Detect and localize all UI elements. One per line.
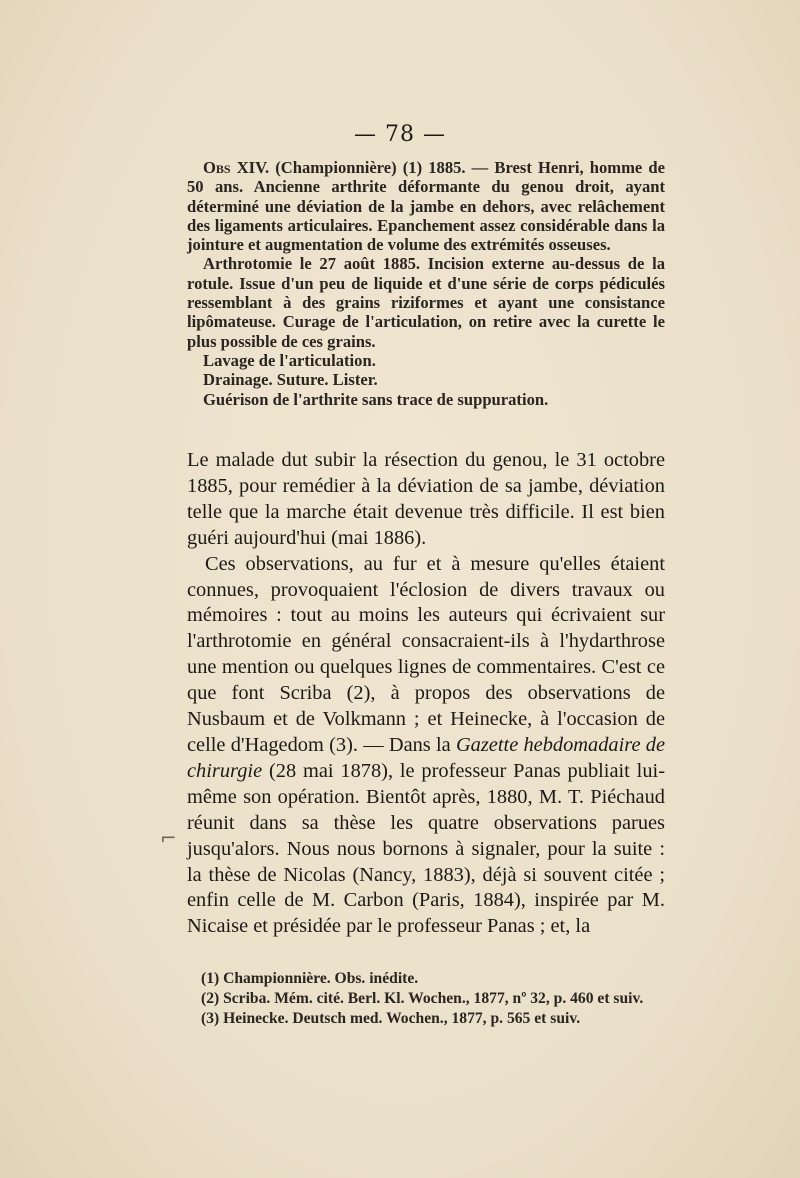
margin-pencil-mark: ⌐ (160, 826, 177, 850)
observation-paragraph-2: Arthrotomie le 27 août 1885. Incision externe au-dessus de la rotule. Issue d'un peu de liquide et d'une série de corps pédiculés ressemblant à des grains riziformes et ayant une consistance lipômateuse. Curage de l'articulation, on retire avec la curette le plus possible de ces grains. (187, 254, 665, 351)
footnote-3: (3) Heinecke. Deutsch med. Wochen., 1877, p. 565 et suiv. (201, 1009, 581, 1027)
observation-block (187, 158, 665, 409)
footnotes (187, 969, 665, 1028)
body-paragraph-2 (187, 552, 665, 941)
journal-title: Gazette hebdomadaire de chirurgie (187, 733, 665, 782)
observation-text-1: (Championnière) (1) 1885. — Brest Henri, homme de 50 ans. Ancienne arthrite déformante du genou droit, ayant déterminé une déviation de la jambe en dehors, avec relâchement des ligaments articulaires. Epanchement assez considérable dans la jointure et augmentation de volume des extrémités osseuses. (187, 158, 665, 255)
body-paragraph-2-part-a: Ces observations, au fur et à mesure qu'elles étaient connues, provoquaient l'éclosion de divers travaux ou mémoires : tout au moins les auteurs qui écrivaient sur l'arthrotomie en général consacraient-ils à l'hydarthrose une mention ou quelques lignes de commentaires. C'est ce que font Scriba (2), à propos des observations de Nusbaum et de Volkmann ; et Heinecke, à l'occasion de celle d'Hagedom (3). — Dans la (187, 552, 665, 756)
page-number: — 78 — (354, 122, 446, 147)
body-paragraph-1: Le malade dut subir la résection du genou, le 31 octobre 1885, pour remédier à la déviation de sa jambe, déviation telle que la marche était devenue très difficile. Il est bien guéri aujourd'hui (mai 1886). (187, 449, 665, 549)
observation-paragraph-5: Guérison de l'arthrite sans trace de suppuration. (203, 389, 549, 409)
main-text (187, 448, 665, 940)
observation-paragraph-3: Lavage de l'articulation. (203, 350, 376, 370)
observation-paragraph-1 (187, 158, 665, 254)
footnote-2: (2) Scriba. Mém. cité. Berl. Kl. Wochen., 1877, nº 32, p. 460 et suiv. (201, 989, 644, 1007)
footnote-1: (1) Championnière. Obs. inédite. (201, 970, 419, 987)
observation-paragraph-4: Drainage. Suture. Lister. (203, 370, 378, 390)
observation-label: Obs XIV. (203, 158, 270, 177)
body-paragraph-2-part-b: (28 mai 1878), le professeur Panas publiait lui-même son opération. Bientôt après, 1880, M. T. Piéchaud réunit dans sa thèse les quatre observations parues jusqu'alors. Nous nous bornons à signaler, pour la suite : la thèse de Nicolas (Nancy, 1883), déjà si souvent citée ; enfin celle de M. Carbon (Paris, 1884), inspirée par M. Nicaise et présidée par le professeur Panas ; et, la (187, 759, 665, 938)
